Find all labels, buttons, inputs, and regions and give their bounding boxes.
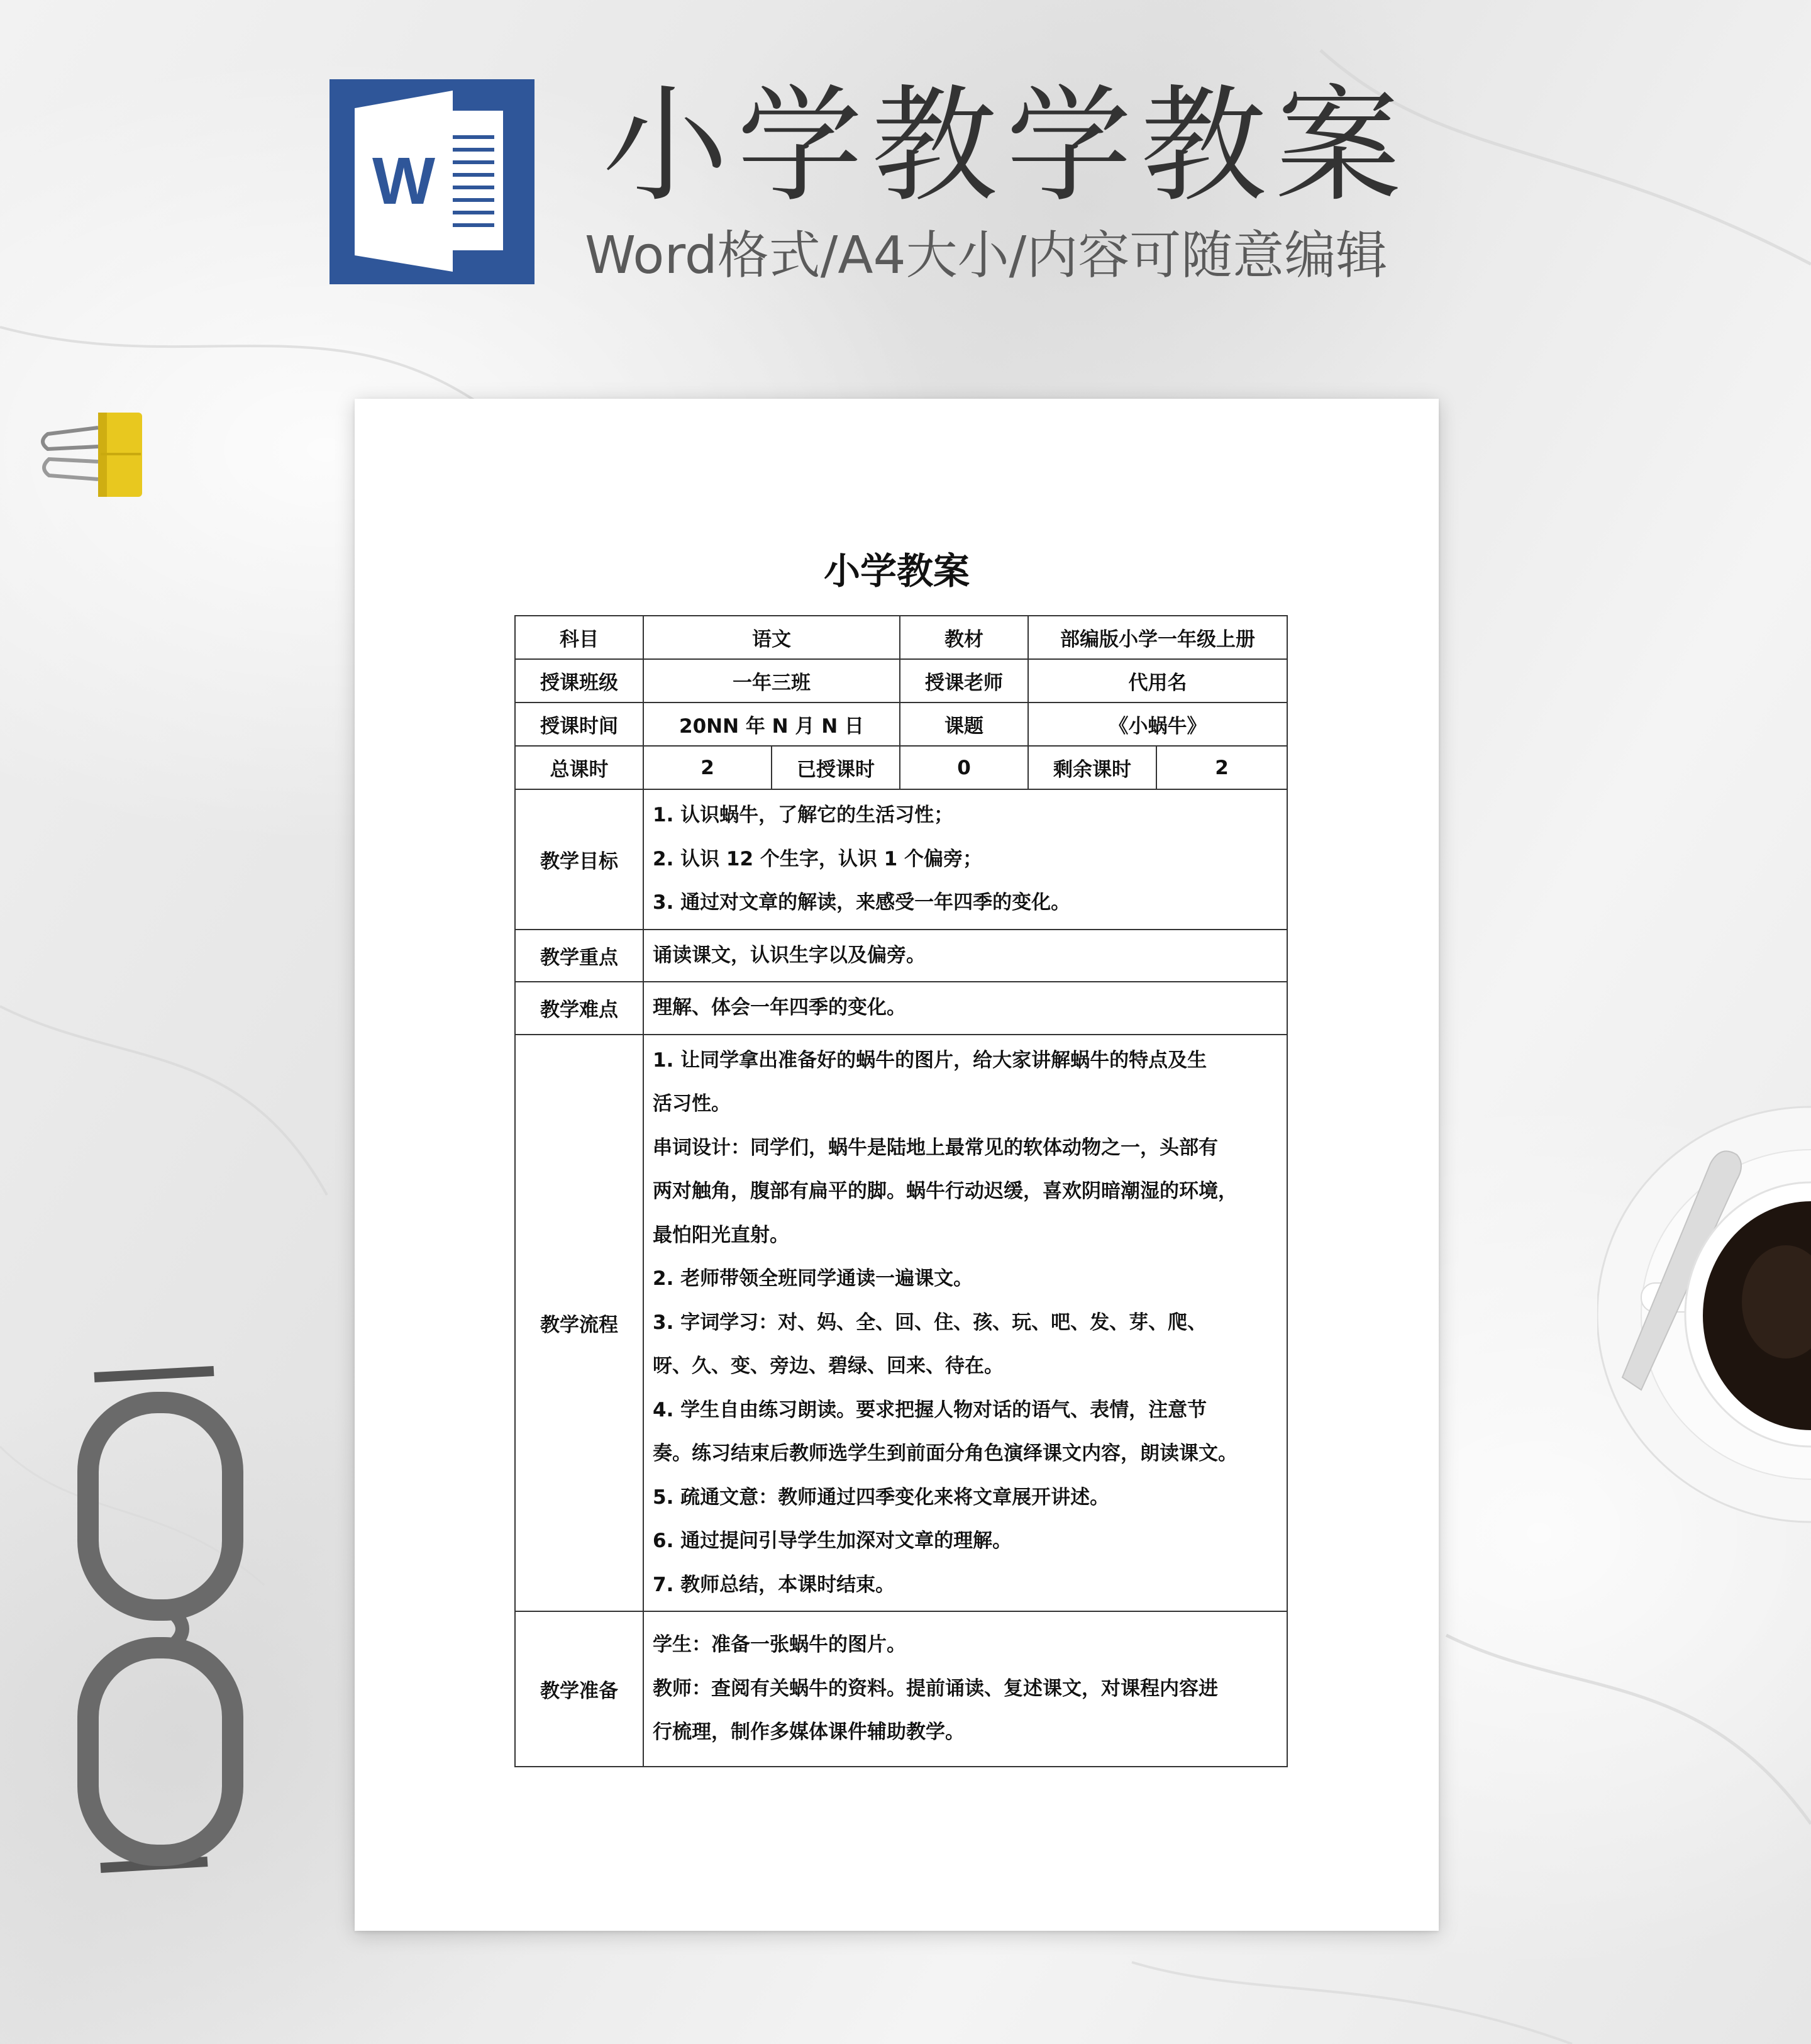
process-line: 1. 让同学拿出准备好的蜗牛的图片，给大家讲解蜗牛的特点及生	[653, 1048, 1207, 1072]
process-label: 教学流程	[515, 1035, 643, 1612]
table-row-difficulties	[515, 982, 1287, 1035]
textbook-value: 部编版小学一年级上册	[1028, 616, 1287, 659]
goals-label: 教学目标	[515, 789, 643, 930]
process-line: 串词设计：同学们，蜗牛是陆地上最常见的软体动物之一，头部有	[653, 1136, 1218, 1159]
topic-label: 课题	[900, 703, 1028, 746]
process-line: 奏。练习结束后教师选学生到前面分角色演绎课文内容，朗读课文。	[653, 1442, 1238, 1465]
difficulties-label: 教学难点	[515, 982, 643, 1035]
lesson-plan-table	[514, 615, 1288, 1767]
document-title: 小学教案	[823, 550, 970, 592]
key-points-label: 教学重点	[515, 930, 643, 982]
key-points-text: 诵读课文，认识生字以及偏旁。	[653, 943, 926, 967]
eyeglasses-icon	[75, 1358, 252, 1887]
binder-clip-icon	[35, 409, 148, 500]
table-row-class	[515, 659, 1287, 703]
preparation-content	[643, 1611, 1287, 1767]
preparation-line: 教师：查阅有关蜗牛的资料。提前诵读、复述课文，对课程内容进	[653, 1677, 1218, 1700]
preparation-label: 教学准备	[515, 1611, 643, 1767]
process-line: 呀、久、变、旁边、碧绿、回来、待在。	[653, 1355, 1004, 1377]
process-line: 活习性。	[653, 1092, 731, 1115]
table-row-subject	[515, 616, 1287, 659]
table-row-preparation	[515, 1611, 1287, 1767]
topic-value: 《小蜗牛》	[1028, 703, 1287, 746]
time-value: 20NN 年 N 月 N 日	[643, 703, 900, 746]
subject-label: 科目	[515, 616, 643, 659]
subject-value: 语文	[643, 616, 900, 659]
taught-hours-label: 已授课时	[772, 746, 900, 789]
page-title: 小学教学教案	[602, 73, 1410, 219]
remaining-hours-label: 剩余课时	[1028, 746, 1156, 789]
taught-hours-value: 0	[900, 746, 1028, 789]
time-label: 授课时间	[515, 703, 643, 746]
difficulties-content	[643, 982, 1287, 1035]
total-hours-value: 2	[643, 746, 772, 789]
difficulties-text: 理解、体会一年四季的变化。	[653, 996, 906, 1019]
lesson-plan-page	[355, 399, 1439, 1931]
process-line: 4. 学生自由练习朗读。要求把握人物对话的语气、表情，注意节	[653, 1398, 1207, 1421]
table-row-goals	[515, 789, 1287, 930]
textbook-label: 教材	[900, 616, 1028, 659]
class-value: 一年三班	[643, 659, 900, 703]
table-row-hours	[515, 746, 1287, 789]
teacher-label: 授课老师	[900, 659, 1028, 703]
page-subtitle: Word格式/A4大小/内容可随意编辑	[585, 226, 1388, 286]
process-line: 最怕阳光直射。	[653, 1223, 789, 1247]
total-hours-label: 总课时	[515, 746, 643, 789]
word-logo-icon	[330, 79, 534, 284]
goals-line: 1. 认识蜗牛，了解它的生活习性；	[653, 804, 954, 826]
table-row-key-points	[515, 930, 1287, 982]
table-row-time	[515, 703, 1287, 746]
process-line: 5. 疏通文意：教师通过四季变化来将文章展开讲述。	[653, 1486, 1110, 1509]
coffee-cup-icon	[1597, 1094, 1811, 1535]
table-row-process	[515, 1035, 1287, 1612]
goals-line: 2. 认识 12 个生字，认识 1 个偏旁；	[653, 847, 983, 870]
process-line: 7. 教师总结，本课时结束。	[653, 1573, 895, 1596]
class-label: 授课班级	[515, 659, 643, 703]
goals-line: 3. 通过对文章的解读，来感受一年四季的变化。	[653, 891, 1071, 914]
preparation-line: 行梳理，制作多媒体课件辅助教学。	[653, 1721, 965, 1743]
goals-content	[643, 789, 1287, 930]
remaining-hours-value: 2	[1156, 746, 1287, 789]
process-line: 6. 通过提问引导学生加深对文章的理解。	[653, 1530, 1012, 1552]
word-logo-letter: W	[372, 144, 436, 218]
key-points-content	[643, 930, 1287, 982]
process-line: 2. 老师带领全班同学通读一遍课文。	[653, 1267, 973, 1290]
process-line: 3. 字词学习：对、妈、全、回、住、孩、玩、吧、发、芽、爬、	[653, 1311, 1207, 1334]
teacher-value: 代用名	[1028, 659, 1287, 703]
preparation-line: 学生：准备一张蜗牛的图片。	[653, 1633, 906, 1656]
process-line: 两对触角，腹部有扁平的脚。蜗牛行动迟缓，喜欢阴暗潮湿的环境，	[653, 1180, 1238, 1203]
process-content	[643, 1035, 1287, 1612]
